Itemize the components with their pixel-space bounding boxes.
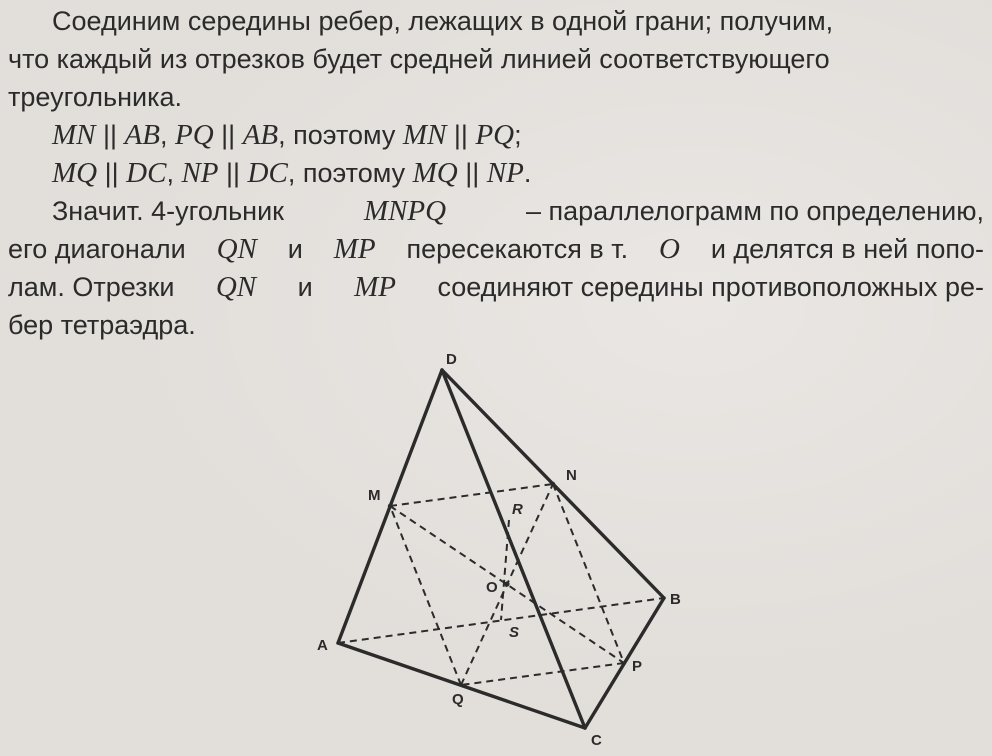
edge-BC bbox=[585, 598, 664, 728]
label-B: B bbox=[670, 591, 681, 608]
paragraph2-l3b: QN bbox=[215, 271, 257, 303]
label-A: A bbox=[317, 637, 328, 654]
edge-DC bbox=[442, 370, 585, 728]
paragraph1-line2: что каждый из отрезков будет средней линией соответствующего bbox=[8, 44, 830, 74]
paragraph2-l3a: лам. Отрезки bbox=[8, 272, 175, 302]
paragraph2-l2c: и bbox=[287, 234, 303, 264]
paragraph2-l3c: и bbox=[297, 272, 313, 302]
label-D: D bbox=[446, 351, 457, 368]
segment-MN bbox=[390, 484, 553, 506]
formula2-b: DC bbox=[126, 157, 167, 189]
paragraph2-l2b: QN bbox=[216, 233, 257, 265]
formula1-c: PQ bbox=[174, 119, 214, 151]
formula1-b: AB bbox=[124, 119, 160, 151]
paragraph2-l1b: MNPQ bbox=[363, 195, 447, 227]
label-P: P bbox=[632, 658, 643, 675]
formula2-end: . bbox=[523, 158, 532, 188]
paragraph2-l2f: O bbox=[659, 233, 680, 265]
paragraph2-l2g: и делятся в ней попо- bbox=[710, 234, 984, 264]
label-M: M bbox=[368, 487, 381, 504]
label-S: S bbox=[509, 624, 520, 641]
label-C: C bbox=[591, 732, 602, 749]
formula1-a: MN bbox=[52, 119, 96, 151]
edge-AB bbox=[338, 598, 664, 643]
formula1-f: PQ bbox=[475, 119, 515, 151]
formula2-therefore: , поэтому bbox=[287, 158, 413, 188]
formula-line-2: MQ || DC, NP || DC, поэтому MQ || NP. bbox=[52, 157, 532, 189]
paragraph2-l2e: пересекаются в т. bbox=[406, 234, 629, 264]
segment-QM bbox=[390, 506, 461, 685]
formula2-c: NP bbox=[181, 157, 219, 189]
label-R: R bbox=[512, 501, 523, 518]
formula1-d: AB bbox=[242, 119, 279, 151]
segment-PQ bbox=[461, 663, 624, 685]
formula-line-1: MN || AB, PQ || AB, поэтому MN || PQ; bbox=[52, 119, 522, 151]
segment-RS bbox=[501, 520, 509, 620]
formula1-therefore: , поэтому bbox=[278, 120, 403, 150]
point-O bbox=[504, 581, 509, 586]
formula2-f: NP bbox=[486, 157, 524, 189]
formula2-a: MQ bbox=[52, 157, 98, 189]
label-O: O bbox=[486, 579, 498, 596]
formula1-e: MN bbox=[402, 119, 447, 151]
paragraph2-l4: бер тетраэдра. bbox=[8, 310, 196, 340]
formula2-e: MQ bbox=[412, 157, 458, 189]
label-N: N bbox=[566, 467, 577, 484]
paragraph1-line3: треугольника. bbox=[8, 82, 183, 112]
paragraph2-l2a: его диагонали bbox=[8, 234, 186, 264]
edge-AC bbox=[338, 643, 585, 728]
segment-NP bbox=[553, 484, 624, 663]
paragraph2-l3d: MP bbox=[354, 271, 396, 303]
paragraph2-l1a: Значит. 4-угольник bbox=[52, 196, 284, 226]
label-Q: Q bbox=[452, 691, 464, 708]
paragraph1-line1: Соединим середины ребер, лежащих в одной грани; получим, bbox=[52, 6, 834, 36]
paragraph2-l3e: соединяют середины противоположных ре- bbox=[437, 272, 984, 302]
point-M bbox=[388, 504, 392, 508]
point-N bbox=[551, 482, 555, 486]
formula2-d: DC bbox=[247, 157, 288, 189]
formula1-end: ; bbox=[514, 120, 522, 150]
paragraph2-l2d: MP bbox=[333, 233, 376, 265]
paragraph2-l1c: – параллелограмм по определению, bbox=[526, 196, 984, 226]
